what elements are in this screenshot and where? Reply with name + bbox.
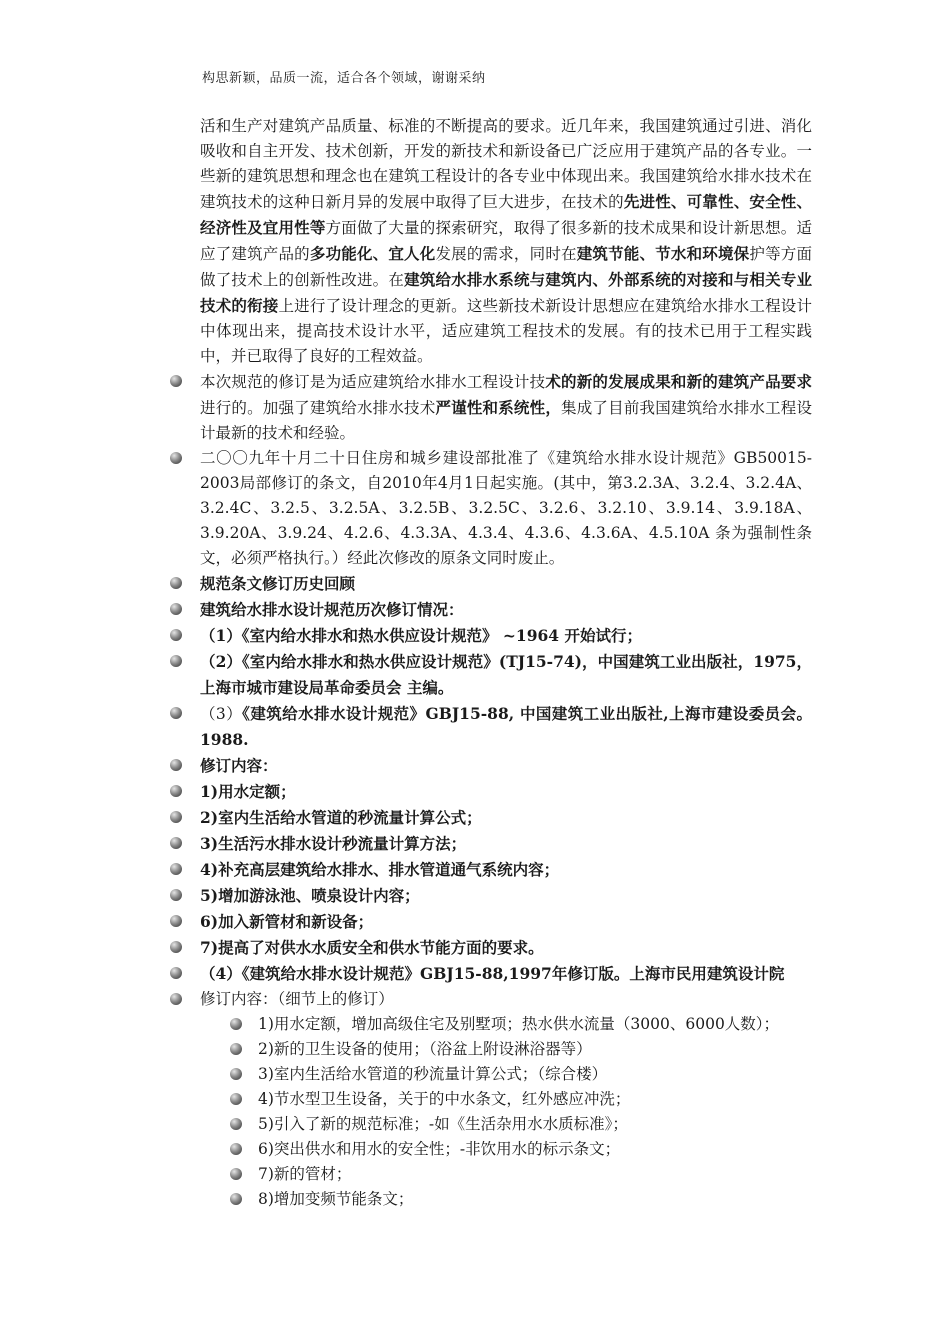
text-run: 上进行了设计理念的更新。这些新技术新设计思想应在建筑给水排水工程设计中体现出来，提高技术设计水平，适应建筑工程技术的发展。有的技术已用于工程实践中，并已取得了良好的工程效益。: [200, 297, 812, 365]
bullet-icon: [170, 967, 182, 979]
list-item: [200, 649, 812, 701]
bold-text-run: 《建筑给水排水设计规范》GBJ15-88, 中国建筑工业出版社,上海市建设委员会。1988.: [200, 704, 812, 749]
bold-text-run: 规范条文修订历史回顾: [200, 574, 356, 593]
bold-text-run: 6)加入新管材和新设备；: [200, 912, 374, 931]
bold-text-run: 7)提高了对供水水质安全和供水节能方面的要求。: [200, 938, 544, 957]
bullet-icon: [170, 941, 182, 953]
bullet-icon: [170, 863, 182, 875]
text-run: 方面做了大量的探索研究，取得了很多新的技术成果和设计新思想。适应了建筑产品的: [200, 219, 812, 263]
list-item: [200, 779, 812, 805]
sub-bullet-list: [258, 1012, 812, 1212]
list-item: [200, 753, 812, 779]
sub-item-text: 7)新的管材；: [258, 1165, 352, 1183]
text-run: 二〇〇九年十月二十日住房和城乡建设部批准了《建筑给水排水设计规范》GB50015-2003局部修订的条文，自2010年4月1日起实施。(其中，第3.2.3A、3.2.4、3.2.4A、3.2.4C、3.2.5、3.2.5A、3.2.5B、3.2.5C、3.2.6、3.2.10、3.9.14、3.9.18A、3.9.20A、3.9.24、4.2.6、4.3.3A、4.3.4、4.3.6、4.3.6A、4.5.10A 条为强制性条文，必须严格执行。）经此次修改的原条文同时废止。: [200, 449, 812, 567]
bullet-icon: [230, 1193, 242, 1205]
bullet-icon: [230, 1043, 242, 1055]
bullet-icon: [170, 993, 182, 1005]
sub-list-item: [258, 1037, 812, 1062]
bullet-icon: [170, 655, 182, 667]
text-run: 修订内容：（细节上的修订）: [200, 990, 394, 1008]
sub-item-text: 8)增加变频节能条文；: [258, 1190, 414, 1208]
bold-text-run: （2）《室内给水排水和热水供应设计规范》(TJ15-74)，中国建筑工业出版社，1975，上海市城市建设局革命委员会 主编。: [200, 652, 812, 697]
list-item: [200, 935, 812, 961]
sub-item-text: 1)用水定额，增加高级住宅及别墅项；热水供水流量（3000、6000人数）；: [258, 1015, 780, 1033]
bold-text-run: 建筑给水排水系统与建筑内、外部系统的对接和与相关专业技术的衔接: [200, 270, 812, 315]
bullet-icon: [170, 707, 182, 719]
bullet-list: [200, 369, 812, 1012]
text-run: 发展的需求，同时在: [435, 245, 577, 263]
list-item: [200, 883, 812, 909]
sub-item-text: 4)节水型卫生设备，关于的中水条文，红外感应冲洗；: [258, 1090, 631, 1108]
bullet-icon: [230, 1018, 242, 1030]
bullet-icon: [230, 1168, 242, 1180]
bullet-icon: [170, 603, 182, 615]
sub-list-item: [258, 1187, 812, 1212]
sub-item-text: 3)室内生活给水管道的秒流量计算公式；（综合楼）: [258, 1065, 608, 1083]
bold-text-run: （1）《室内给水排水和热水供应设计规范》 ~1964 开始试行；: [200, 626, 642, 645]
bold-text-run: 先进性、可靠性、安全性、经济性及宜用性等: [200, 192, 812, 237]
text-run: 护等方面做了技术上的创新性改进。在: [200, 245, 812, 289]
intro-paragraph: [200, 114, 812, 369]
bold-text-run: 1)用水定额；: [200, 782, 296, 801]
text-run: 进行的。加强了建筑给水排水技术: [200, 399, 436, 417]
sub-list-item: [258, 1112, 812, 1137]
list-item: [200, 805, 812, 831]
bold-text-run: 3)生活污水排水设计秒流量计算方法；: [200, 834, 467, 853]
sub-list-item: [258, 1162, 812, 1187]
bullet-icon: [170, 375, 182, 387]
list-item: [200, 571, 812, 597]
bullet-icon: [170, 577, 182, 589]
sub-list-item: [258, 1062, 812, 1087]
bold-text-run: （4）《建筑给水排水设计规范》GBJ15-88,1997年修订版。上海市民用建筑设计院: [200, 964, 785, 983]
list-item: [200, 961, 812, 987]
text-run: （3）: [200, 705, 243, 723]
bold-text-run: 2)室内生活给水管道的秒流量计算公式；: [200, 808, 482, 827]
list-item: [200, 831, 812, 857]
bullet-icon: [170, 629, 182, 641]
bullet-icon: [230, 1068, 242, 1080]
list-item: [200, 623, 812, 649]
list-item: [200, 446, 812, 571]
page-header: 构思新颖，品质一流，适合各个领域，谢谢采纳: [202, 71, 486, 86]
bullet-icon: [170, 759, 182, 771]
sub-list-item: [258, 1087, 812, 1112]
bold-text-run: 修订内容：: [200, 756, 278, 775]
bold-text-run: 建筑节能、节水和环境保: [576, 244, 750, 263]
bullet-icon: [230, 1093, 242, 1105]
bullet-icon: [230, 1143, 242, 1155]
sub-item-text: 6)突出供水和用水的安全性；-非饮用水的标示条文；: [258, 1140, 621, 1158]
list-item: [200, 987, 812, 1012]
list-item: [200, 597, 812, 623]
bullet-icon: [170, 889, 182, 901]
text-run: 活和生产对建筑产品质量、标准的不断提高的要求。近几年来，我国建筑通过引进、消化吸收和自主开发、技术创新，开发的新技术和新设备已广泛应用于建筑产品的各专业。一些新的建筑思想和理念也在建筑工程设计的各专业中体现出来。我国建筑给水排水技术在建筑技术的这种日新月异的发展中取得了巨大进步，在技术的: [200, 117, 812, 211]
sub-list-item: [258, 1137, 812, 1162]
list-item: [200, 909, 812, 935]
bold-text-run: 术的新的发展成果和新的建筑产品要求: [545, 372, 812, 391]
sub-list-item: [258, 1012, 812, 1037]
bullet-icon: [170, 452, 182, 464]
sub-item-text: 2)新的卫生设备的使用；（浴盆上附设淋浴器等）: [258, 1040, 592, 1058]
bold-text-run: 5)增加游泳池、喷泉设计内容；: [200, 886, 420, 905]
list-item: [200, 369, 812, 446]
bold-text-run: 严谨性和系统性，: [435, 398, 562, 417]
bold-text-run: 多功能化、宜人化: [309, 244, 436, 263]
list-item: [200, 857, 812, 883]
list-item: [200, 701, 812, 753]
bullet-icon: [170, 837, 182, 849]
bullet-icon: [170, 915, 182, 927]
bullet-icon: [230, 1118, 242, 1130]
text-run: 集成了目前我国建筑给水排水工程设计最新的技术和经验。: [200, 399, 812, 442]
sub-item-text: 5)引入了新的规范标准；-如《生活杂用水水质标准》；: [258, 1115, 628, 1133]
document-body: [200, 114, 812, 1212]
bullet-icon: [170, 811, 182, 823]
bold-text-run: 建筑给水排水设计规范历次修订情况：: [200, 600, 464, 619]
bullet-icon: [170, 785, 182, 797]
text-run: 本次规范的修订是为适应建筑给水排水工程设计技: [200, 373, 546, 391]
bold-text-run: 4)补充高层建筑给水排水、排水管道通气系统内容；: [200, 860, 560, 879]
